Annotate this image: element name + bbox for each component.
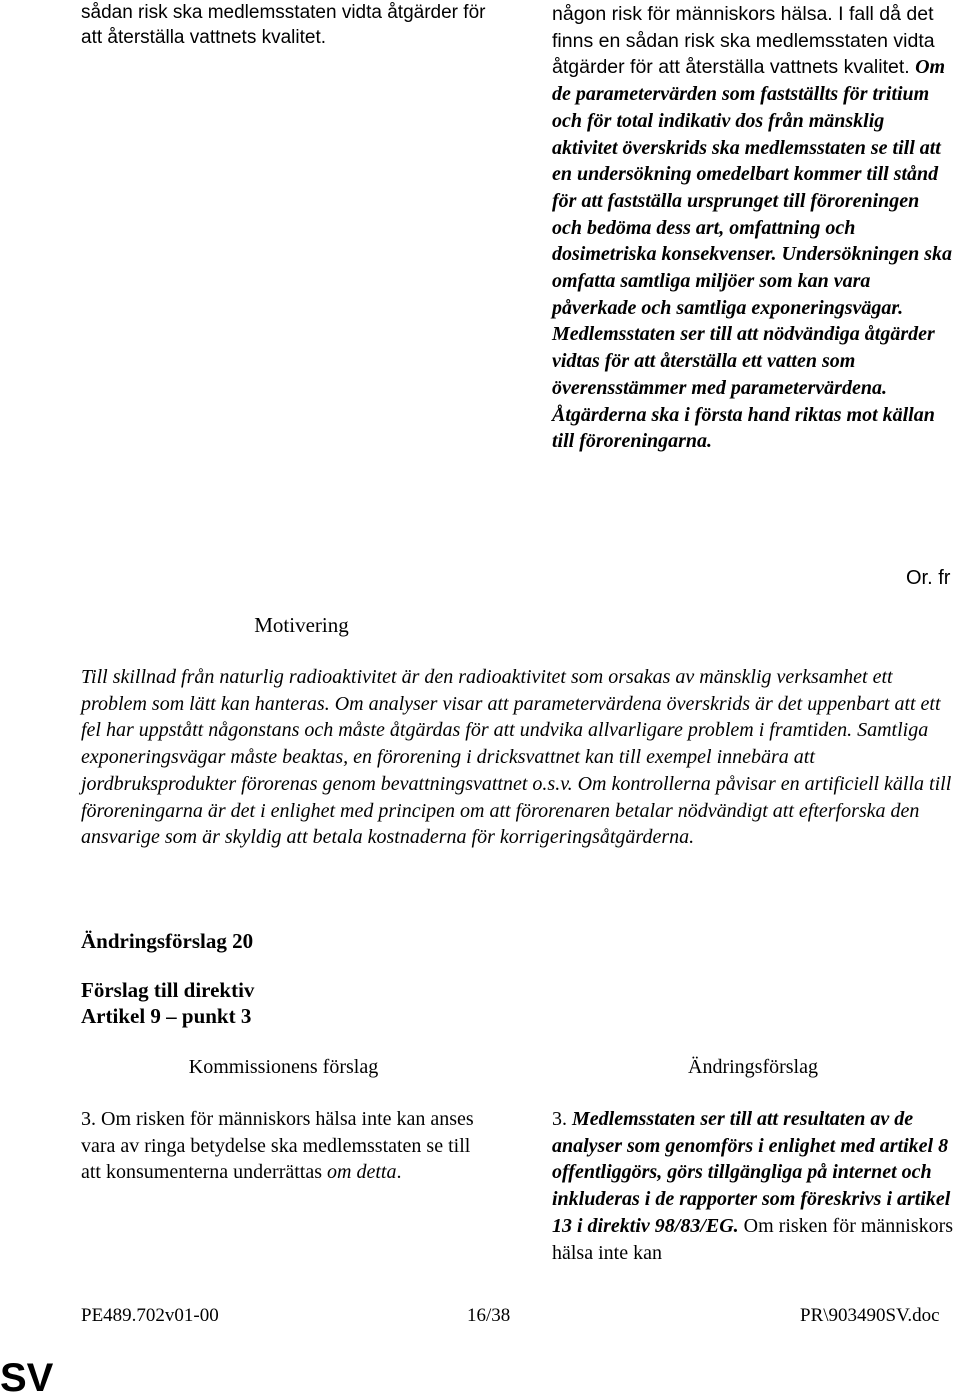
top-left-text xyxy=(81,0,511,50)
proposal-title: Förslag till direktiv xyxy=(81,978,255,1002)
original-language-label: Or. fr xyxy=(906,567,951,589)
footer-reference: PR\903490SV.doc xyxy=(800,1305,940,1326)
commission-text-end: . xyxy=(396,1161,402,1184)
top-right-text xyxy=(552,1,954,455)
right-column-amendment-text: Om de parametervärden som fastställts för tritium och för total indikativ dos från mänsklig aktivitet överskrids ska medlemsstaten se till att en undersökning omedelbart kommer till stånd för att fastställa ursprunget till föroreningen och bedöma dess art, omfattning och dosimetriska konsekvenser. Undersökningen ska omfatta samtliga miljöer som kan vara påverkade och samtliga exponeringsvägar. Medlemsstaten ser till att nödvändiga åtgärder vidtas för att återställa ett vatten som överensstämmer med parametervärdena. Åtgärderna ska i första hand riktas mot källan till föroreningarna. xyxy=(552,56,953,453)
commission-proposal-text xyxy=(81,1106,486,1186)
right-column-lead: någon risk för människors hälsa. I fall då det finns en sådan risk ska medlemsstaten vidta åtgärder för att återställa vattnets kvalitet. xyxy=(552,3,935,79)
footer-doc-id: PE489.702v01-00 xyxy=(81,1305,219,1326)
justification-text: Till skillnad från naturlig radioaktivitet är den radioaktivitet som orsakas av mänsklig verksamhet ett problem som lätt kan hanteras. Om analyser visar att parametervärdena överskrids är det uppenbart att ett fel har uppstått någonstans och måste åtgärdas för att undvika allvarligare problem i framtiden. Samtliga exponeringsvägar måste beaktas, en förorening i dricksvattnet kan till exempel innebära att jordbruksprodukter förorenas genom bevattningsvattnet o.s.v. Om kontrollerna påvisar en artificiell källa till föroreningarna är det i enlighet med principen om att förorenaren betalar nödvändigt att efterforska den ansvarige som är skyldig att betala kostnaderna för korrigeringsåtgärderna. xyxy=(81,666,952,849)
left-column-text: sådan risk ska medlemsstaten vidta åtgärder för att återställa vattnets kvalitet. xyxy=(81,2,486,48)
amendment-text-end: Om risken för människors hälsa inte kan xyxy=(552,1214,954,1264)
footer-page-number: 16/38 xyxy=(467,1305,511,1326)
amendment-heading: Ändringsförslag xyxy=(688,1056,818,1078)
article-reference: Artikel 9 – punkt 3 xyxy=(81,1004,252,1028)
justification-heading xyxy=(81,613,956,638)
amendment-text-number: 3. xyxy=(552,1108,572,1130)
commission-proposal-heading: Kommissionens förslag xyxy=(188,1056,379,1078)
justification-heading-text: Motivering xyxy=(254,613,349,637)
commission-text-italic: om detta xyxy=(327,1161,397,1184)
footer-language-code: SV xyxy=(0,1356,54,1400)
amendment-text xyxy=(552,1106,954,1266)
amendment-text-bold-italic: Medlemsstaten ser till att resultaten av de analyser som genomförs i enlighet med artikel 8 offentliggörs, görs tillgängliga på internet och inkluderas i de rapporter som föreskrivs i artikel 13 i direktiv 98/83/EG. xyxy=(552,1108,951,1237)
commission-text-main: 3. Om risken för människors hälsa inte kan anses vara av ringa betydelse ska medlemsstaten se till att konsumenterna underrättas xyxy=(81,1108,474,1184)
amendment-number: Ändringsförslag 20 xyxy=(81,929,254,953)
